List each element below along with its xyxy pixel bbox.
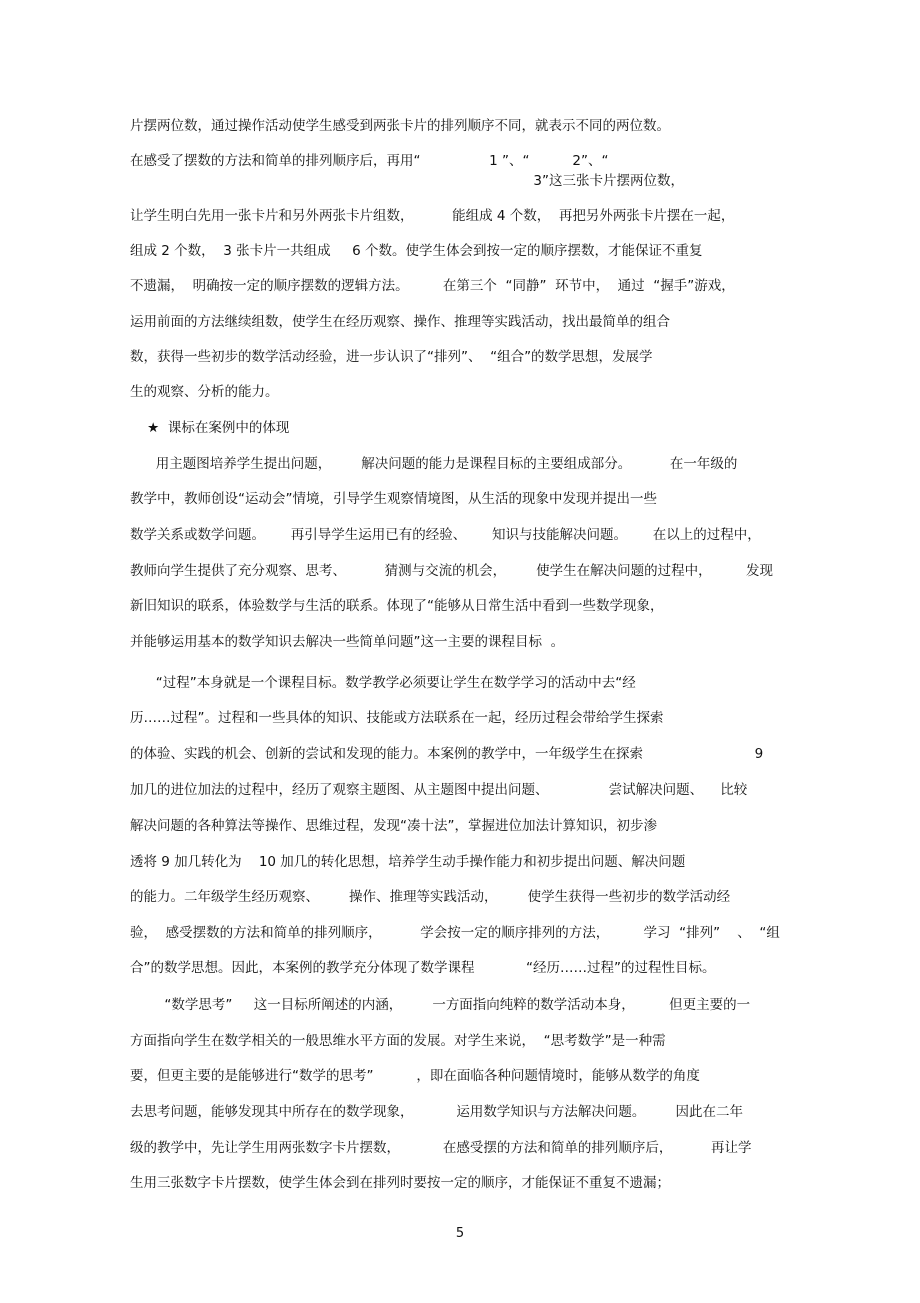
- text-line: 片摆两位数，通过操作活动使学生感受到两张卡片的排列顺序不同，就表示不同的两位数。: [130, 118, 670, 134]
- text-line: 让学生明白先用一张卡片和另外两张卡片组数， 能组成 4 个数， 再把另外两张卡片摆在一起，: [130, 208, 735, 224]
- text-line: 生用三张数字卡片摆数，使学生体会到在排列时要按一定的顺序，才能保证不重复不遗漏；: [130, 1175, 670, 1191]
- text-line: 在感受了摆数的方法和简单的排列顺序后，再用“ 1 ”、“ 2”、“: [130, 153, 609, 169]
- text-line: 方面指向学生在数学相关的一般思维水平方面的发展。对学生来说， “思考数学”是一种需: [130, 1033, 666, 1049]
- text-line: “数学思考” 这一目标所阐述的内涵， 一方面指向纯粹的数学活动本身， 但更主要的一: [130, 997, 751, 1013]
- text-line: “过程”本身就是一个课程目标。数学教学必须要让学生在数学学习的活动中去“经: [130, 675, 636, 691]
- text-line: 加几的进位加法的过程中，经历了观察主题图、从主题图中提出问题、 尝试解决问题、 比较: [130, 782, 748, 798]
- text-line: 级的教学中，先让学生用两张数字卡片摆数， 在感受摆的方法和简单的排列顺序后， 再让学: [130, 1140, 752, 1156]
- section-heading: ★ 课标在案例中的体现: [130, 420, 290, 436]
- text-line: 要，但更主要的是能够进行“数学的思考” ，即在面临各种问题情境时，能够从数学的角度: [130, 1068, 700, 1084]
- text-line: 历……过程”。过程和一些具体的知识、技能或方法联系在一起，经历过程会带给学生探索: [130, 710, 664, 726]
- text-line: 并能够运用基本的数学知识去解决一些简单问题”这一主要的课程目标 。: [130, 634, 565, 650]
- text-line: 透将 9 加几转化为 10 加几的转化思想，培养学生动手操作能力和初步提出问题、解决问题: [130, 854, 686, 870]
- text-line: 教师向学生提供了充分观察、思考、 猜测与交流的机会， 使学生在解决问题的过程中， 发现: [130, 563, 773, 579]
- text-line: 用主题图培养学生提出问题， 解决问题的能力是课程目标的主要组成部分。 在一年级的: [130, 456, 738, 472]
- text-line: 生的观察、分析的能力。: [130, 384, 279, 400]
- text-line: 去思考问题，能够发现其中所存在的数学现象， 运用数学知识与方法解决问题。 因此在二年: [130, 1104, 743, 1120]
- text-line: 组成 2 个数， 3 张卡片一共组成 6 个数。使学生体会到按一定的顺序摆数，才能保证不重复: [130, 243, 703, 259]
- text-line: 解决问题的各种算法等操作、思维过程，发现“凑十法”，掌握进位加法计算知识，初步渗: [130, 818, 657, 834]
- page-number: 5: [455, 1226, 465, 1241]
- text-line: 数，获得一些初步的数学活动经验，进一步认识了“排列”、 “组合”的数学思想，发展学: [130, 349, 653, 365]
- text-line: 运用前面的方法继续组数，使学生在经历观察、操作、推理等实践活动，找出最简单的组合: [130, 314, 670, 330]
- text-line: 新旧知识的联系，体验数学与生活的联系。体现了“能够从日常生活中看到一些数学现象，: [130, 598, 664, 614]
- text-line: 的体验、实践的机会、创新的尝试和发现的能力。本案例的教学中，一年级学生在探索 9: [130, 746, 764, 762]
- text-line: 验， 感受摆数的方法和简单的排列顺序， 学会按一定的顺序排列的方法， 学习 “排列” 、 “组: [130, 925, 780, 941]
- text-line: 3”这三张卡片摆两位数，: [130, 173, 684, 189]
- text-line: 合”的数学思想。因此，本案例的教学充分体现了数学课程 “经历……过程”的过程性目标。: [130, 960, 716, 976]
- text-line: 的能力。二年级学生经历观察、 操作、推理等实践活动， 使学生获得一些初步的数学活动经: [130, 889, 731, 905]
- text-line: 教学中，教师创设“运动会”情境，引导学生观察情境图，从生活的现象中发现并提出一些: [130, 491, 657, 507]
- text-line: 不遗漏， 明确按一定的顺序摆数的逻辑方法。 在第三个 “同静” 环节中， 通过 “握手”游戏，: [130, 278, 735, 294]
- text-line: 数学关系或数学问题。 再引导学生运用已有的经验、 知识与技能解决问题。 在以上的过程中，: [130, 527, 761, 543]
